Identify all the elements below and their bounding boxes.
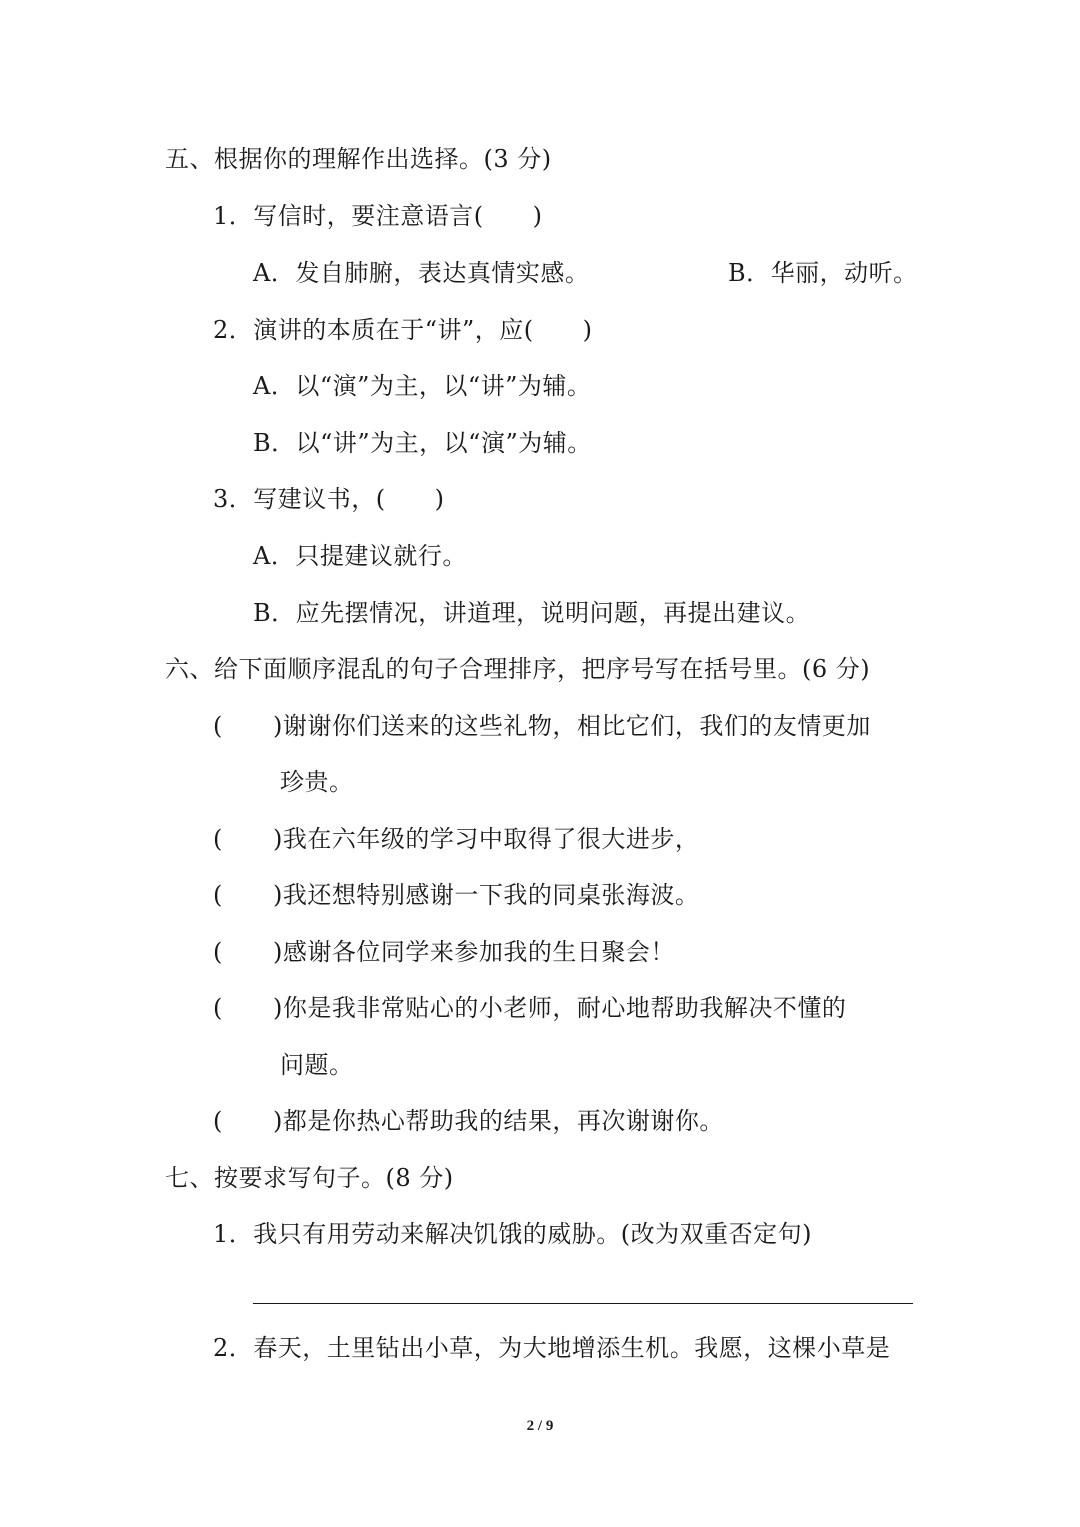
sentence-item-5: [213, 992, 846, 1024]
sentence-item-1-cont: 珍贵。: [280, 768, 354, 796]
option-5-1-a-text: A．发自肺腑，表达真情实感。: [253, 259, 590, 287]
option-5-2-b: B．以“讲”为主，以“演”为辅。: [253, 429, 592, 457]
sentence-text: )感谢各位同学来参加我的生日聚会！: [273, 938, 675, 966]
option-5-1-a: [253, 257, 589, 289]
sentence-text: )我还想特别感谢一下我的同桌张海波。: [273, 881, 700, 909]
sentence-item-4: [213, 936, 675, 968]
option-5-3-a: A．只提建议就行。: [253, 542, 467, 570]
question-5-1: 1．写信时，要注意语言( ): [213, 202, 543, 230]
answer-blank: (: [213, 881, 223, 909]
section-7-title: 七、按要求写句子。(8 分): [165, 1164, 454, 1192]
answer-blank: (: [213, 1107, 223, 1135]
page-number: 2 / 9: [526, 1418, 554, 1434]
sentence-text: )谢谢你们送来的这些礼物，相比它们，我们的友情更加: [273, 712, 871, 740]
sentence-item-3: [213, 879, 699, 911]
answer-blank: (: [213, 938, 223, 966]
sentence-text: )我在六年级的学习中取得了很大进步，: [273, 825, 700, 853]
sentence-item-5-cont: 问题。: [280, 1051, 354, 1079]
answer-line: [253, 1303, 913, 1304]
sentence-item-6: [213, 1105, 724, 1137]
question-7-2: 2．春天，土里钻出小草，为大地增添生机。我愿，这棵小草是: [213, 1334, 891, 1362]
section-6-title: 六、给下面顺序混乱的句子合理排序，把序号写在括号里。(6 分): [165, 655, 871, 683]
option-5-1-b: B．华丽，动听。: [728, 259, 918, 287]
sentence-item-1: [213, 710, 871, 742]
sentence-text: )都是你热心帮助我的结果，再次谢谢你。: [273, 1107, 724, 1135]
option-5-3-b: B．应先摆情况，讲道理，说明问题，再提出建议。: [253, 599, 811, 627]
sentence-text: )你是我非常贴心的小老师，耐心地帮助我解决不懂的: [273, 994, 847, 1022]
section-5-title: 五、根据你的理解作出选择。(3 分): [165, 145, 552, 173]
question-7-1: 1．我只有用劳动来解决饥饿的威胁。(改为双重否定句): [213, 1220, 812, 1248]
answer-blank: (: [213, 825, 223, 853]
answer-blank: (: [213, 712, 223, 740]
question-5-3: 3．写建议书，( ): [213, 485, 445, 513]
option-5-2-a: A．以“演”为主，以“讲”为辅。: [253, 372, 592, 400]
question-5-2: 2．演讲的本质在于“讲”，应( ): [213, 316, 593, 344]
sentence-item-2: [213, 823, 699, 855]
answer-blank: (: [213, 994, 223, 1022]
